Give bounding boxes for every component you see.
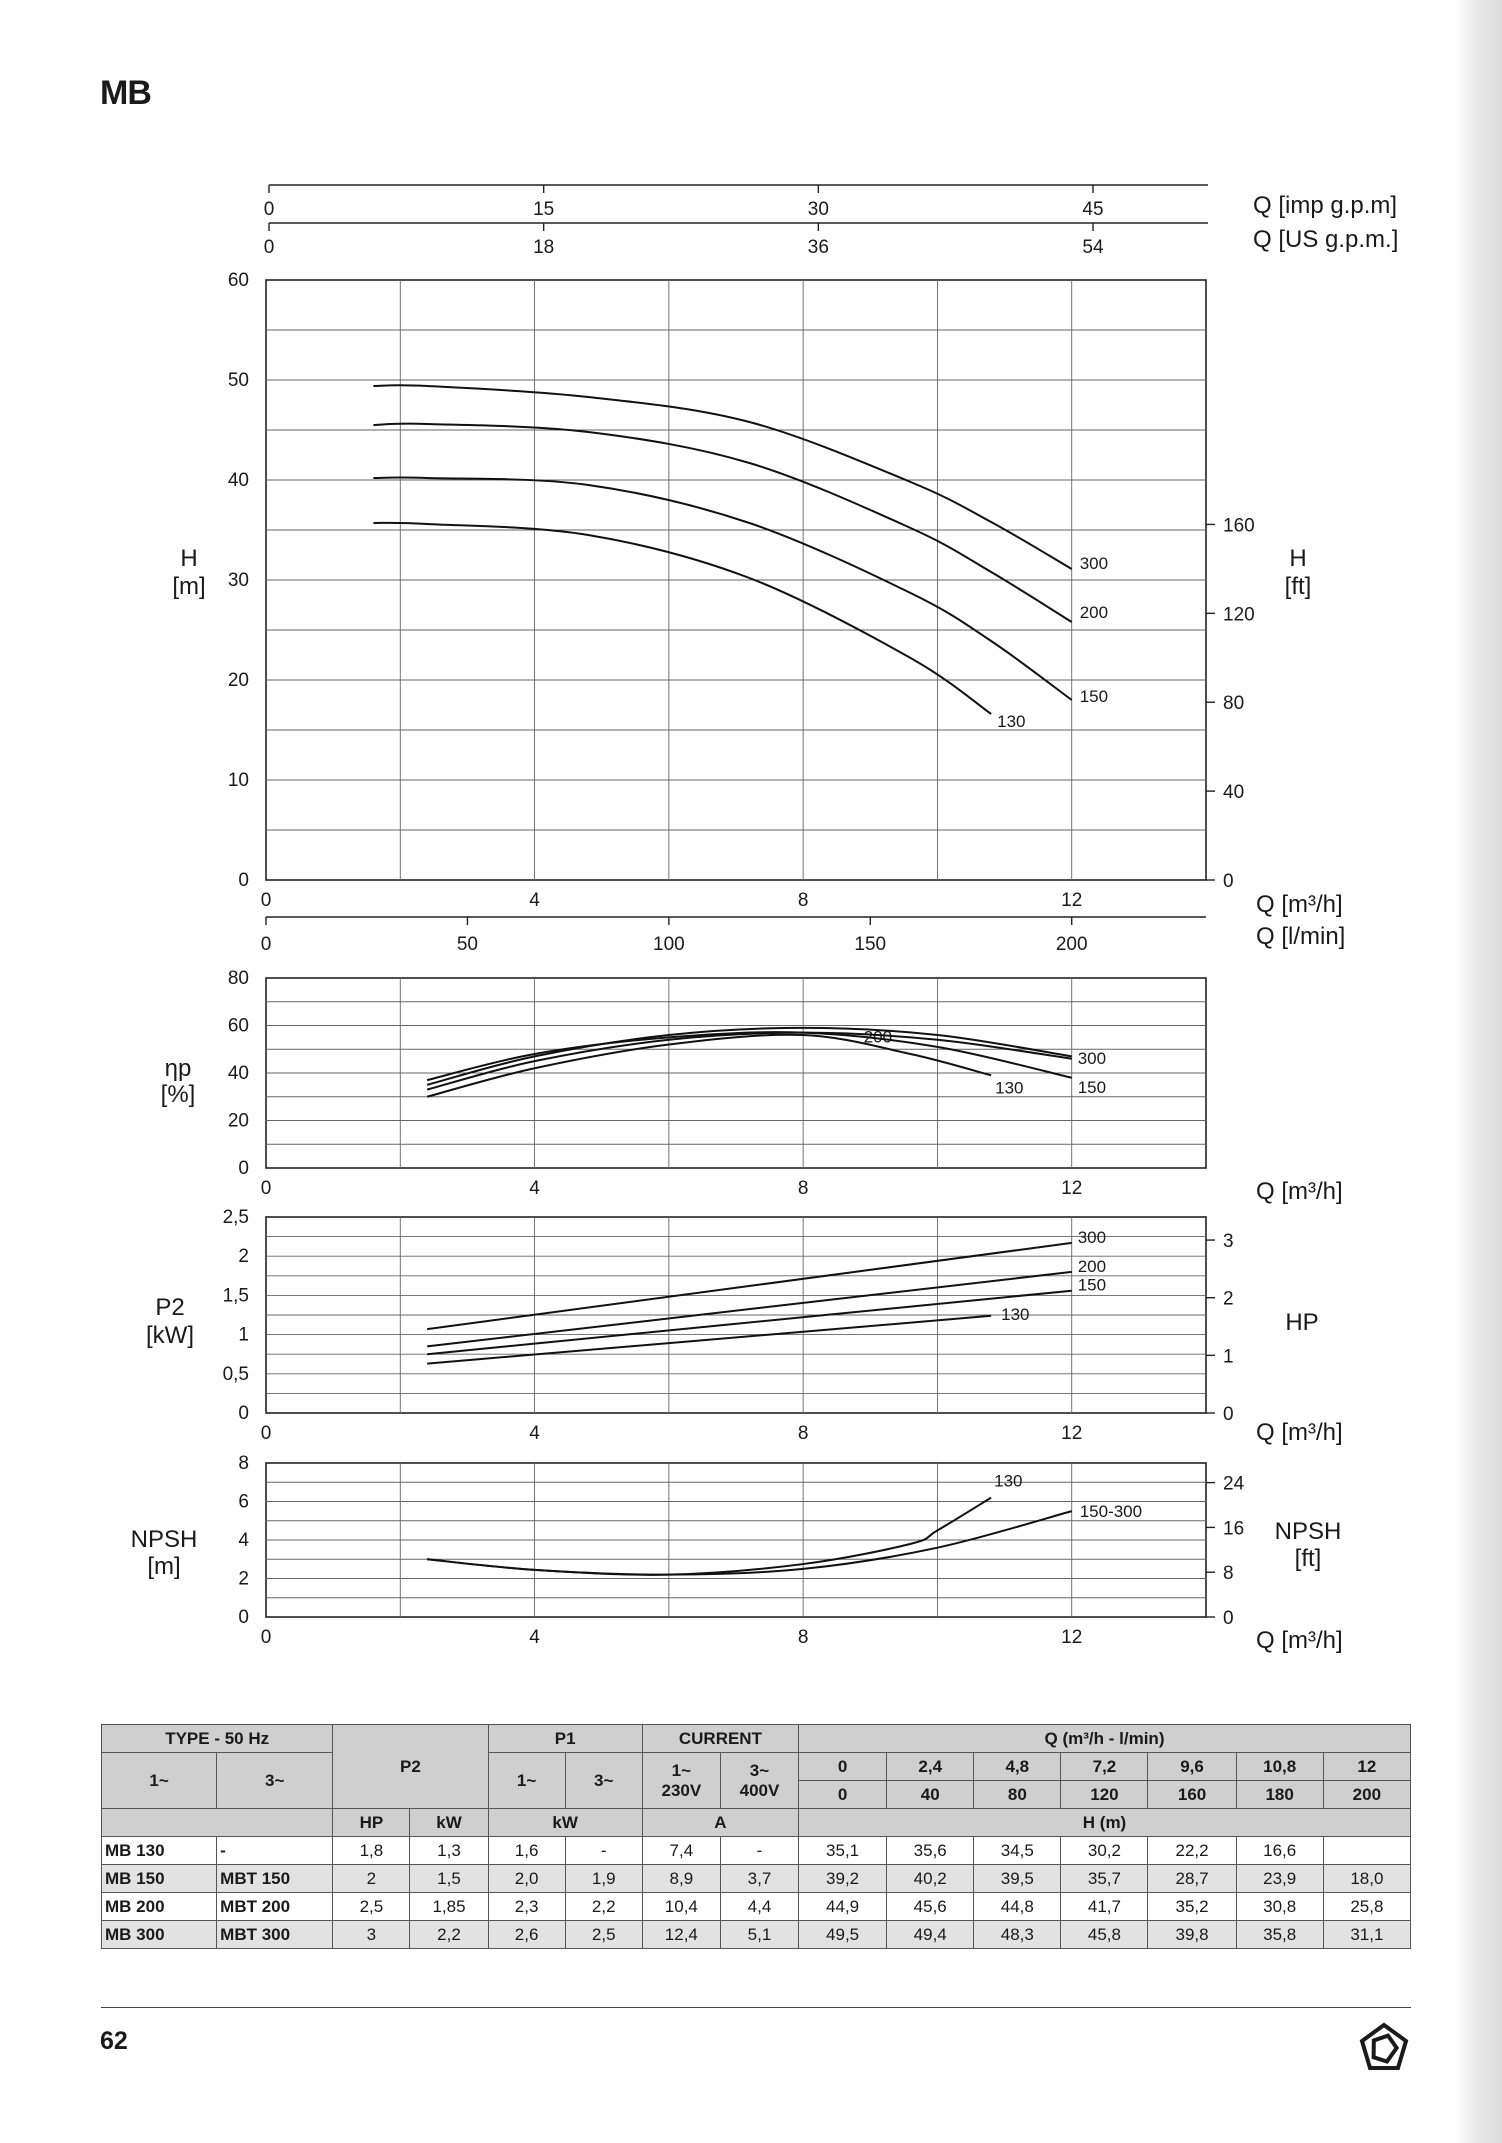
y-axis-label: NPSH — [130, 1526, 198, 1553]
current-three-header — [720, 1753, 798, 1809]
y2-axis-label: H — [1289, 545, 1307, 572]
three-phase-header: 3~ — [217, 1753, 333, 1809]
y-tick-label: 40 — [227, 1063, 249, 1084]
model-3ph: - — [217, 1837, 333, 1865]
curve-300 — [427, 1033, 1072, 1090]
y-tick-label: 50 — [227, 370, 249, 391]
axis-unit-label: Q [imp g.p.m] — [1253, 192, 1398, 219]
y2-tick-label: 120 — [1223, 604, 1255, 626]
single-phase-header: 1~ — [102, 1753, 217, 1809]
y-axis-label: [%] — [160, 1081, 196, 1108]
x-tick-label: 4 — [529, 1423, 540, 1444]
y-tick-label: 40 — [227, 470, 249, 491]
current-1ph: 8,9 — [642, 1865, 720, 1893]
head-value: 39,2 — [799, 1865, 887, 1893]
y-tick-label: 8 — [238, 1453, 249, 1474]
curve-label: 130 — [994, 1471, 1023, 1491]
q-lmin-cell: 180 — [1236, 1781, 1323, 1809]
footer-divider — [101, 2007, 1411, 2008]
y-tick-label: 0 — [238, 870, 249, 891]
curve-label: 300 — [1077, 1048, 1107, 1068]
table-body — [102, 1837, 1411, 1949]
x-tick-label: 4 — [529, 1627, 540, 1648]
y-axis-label: H — [180, 545, 198, 572]
kw-unit: kW — [410, 1809, 488, 1837]
y2-tick-label: 0 — [1223, 1608, 1234, 1629]
axis-tick-label: 50 — [456, 934, 478, 955]
q-lmin-cell: 160 — [1148, 1781, 1236, 1809]
curve-130 — [373, 523, 991, 714]
p1-kw-unit: kW — [488, 1809, 642, 1837]
current-single-header — [642, 1753, 720, 1809]
y-axis-label: ηp — [164, 1055, 192, 1082]
hp-unit: HP — [333, 1809, 410, 1837]
q-m3h-cell: 9,6 — [1148, 1753, 1236, 1781]
p1-three-header: 3~ — [565, 1753, 642, 1809]
p1-3ph: - — [565, 1837, 642, 1865]
current-1ph: 10,4 — [642, 1893, 720, 1921]
axis-tick-label: 15 — [533, 199, 555, 220]
p1-single-header: 1~ — [488, 1753, 565, 1809]
pentagon-logo-icon — [1358, 2022, 1410, 2074]
table-header-row — [102, 1725, 1411, 1753]
p2-kw: 2,2 — [410, 1921, 488, 1949]
y-tick-label: 60 — [227, 1015, 249, 1037]
model-3ph: MBT 200 — [217, 1893, 333, 1921]
current-3ph: 3,7 — [720, 1865, 798, 1893]
table-row — [102, 1893, 1411, 1921]
x-tick-label: 12 — [1061, 890, 1083, 911]
y-axis-label: [kW] — [146, 1322, 194, 1349]
y2-axis-label: [ft] — [1294, 1545, 1322, 1572]
q-m3h-cell: 0 — [799, 1753, 887, 1781]
head-value: 30,8 — [1236, 1893, 1323, 1921]
axis-tick-label: 150 — [854, 934, 887, 955]
p1-3ph: 2,2 — [565, 1893, 642, 1921]
q-header: Q (m³/h - l/min) — [799, 1725, 1411, 1753]
head-value: 30,2 — [1061, 1837, 1148, 1865]
y-tick-label: 1,5 — [222, 1285, 249, 1307]
head-value: 45,6 — [887, 1893, 974, 1921]
x-tick-label: 4 — [529, 890, 540, 911]
p2-kw: 1,3 — [410, 1837, 488, 1865]
q-lmin-cell: 120 — [1061, 1781, 1148, 1809]
y-axis-label: [m] — [147, 1553, 181, 1580]
axis-unit-label: Q [l/min] — [1256, 923, 1346, 950]
axis-unit-label: Q [m³/h] — [1256, 1419, 1343, 1446]
curve-300 — [373, 385, 1071, 569]
head-value: 16,6 — [1236, 1837, 1323, 1865]
y-tick-label: 6 — [238, 1491, 249, 1513]
y2-tick-label: 1 — [1223, 1346, 1234, 1368]
q-lmin-cell: 40 — [887, 1781, 974, 1809]
head-value: 23,9 — [1236, 1865, 1323, 1893]
axis-tick-label: 200 — [1055, 934, 1088, 955]
curve-label: 300 — [1077, 1227, 1107, 1247]
y-tick-label: 0 — [238, 1403, 249, 1424]
model-1ph: MB 150 — [102, 1865, 217, 1893]
p2-header: P2 — [333, 1725, 488, 1809]
x-tick-label: 8 — [797, 1178, 809, 1199]
unit-blank — [102, 1809, 333, 1837]
current-phase: 1~ — [671, 1760, 692, 1780]
head-value: 18,0 — [1323, 1865, 1410, 1893]
curve-label: 150-300 — [1079, 1502, 1143, 1522]
q-m3h-cell: 12 — [1323, 1753, 1410, 1781]
curve-label: 150 — [1077, 1077, 1107, 1097]
y2-tick-label: 16 — [1223, 1518, 1245, 1540]
y2-tick-label: 3 — [1223, 1231, 1234, 1253]
y2-tick-label: 80 — [1223, 693, 1245, 715]
q-m3h-cell: 2,4 — [887, 1753, 974, 1781]
p1-3ph: 1,9 — [565, 1865, 642, 1893]
y-tick-label: 0,5 — [222, 1363, 249, 1385]
axis-tick-label: 18 — [533, 237, 555, 258]
curve-label: 150 — [1077, 1275, 1107, 1295]
p1-1ph: 2,6 — [488, 1921, 565, 1949]
curve-label: 130 — [995, 1078, 1024, 1098]
curve-label: 200 — [863, 1027, 893, 1047]
head-value: 40,2 — [887, 1865, 974, 1893]
x-tick-label: 0 — [260, 1423, 272, 1444]
axis-unit-label: Q [m³/h] — [1256, 891, 1343, 918]
curve-150 — [427, 1291, 1072, 1355]
axis-tick-label: 45 — [1082, 199, 1104, 220]
p1-3ph: 2,5 — [565, 1921, 642, 1949]
head-value — [1323, 1837, 1410, 1865]
curve-150 — [373, 477, 1071, 700]
head-value: 22,2 — [1148, 1837, 1236, 1865]
p2-hp: 1,8 — [333, 1837, 410, 1865]
axis-tick-label: 36 — [807, 237, 829, 258]
current-3ph: 5,1 — [720, 1921, 798, 1949]
curve-label: 130 — [997, 712, 1026, 731]
p1-1ph: 2,0 — [488, 1865, 565, 1893]
p2-hp: 2,5 — [333, 1893, 410, 1921]
x-tick-label: 12 — [1061, 1178, 1083, 1199]
current-3ph: - — [720, 1837, 798, 1865]
head-value: 35,8 — [1236, 1921, 1323, 1949]
x-tick-label: 8 — [797, 1423, 809, 1444]
curve-label: 200 — [1079, 603, 1109, 622]
axis-tick-label: 30 — [807, 199, 829, 220]
y-tick-label: 1 — [238, 1324, 249, 1346]
p1-1ph: 1,6 — [488, 1837, 565, 1865]
current-1ph: 7,4 — [642, 1837, 720, 1865]
x-tick-label: 8 — [797, 890, 809, 911]
y2-axis-label: [ft] — [1284, 573, 1312, 600]
axis-unit-label: Q [m³/h] — [1256, 1178, 1343, 1205]
p2-hp: 3 — [333, 1921, 410, 1949]
axis-unit-label: Q [m³/h] — [1256, 1627, 1343, 1654]
y-tick-label: 20 — [227, 670, 249, 691]
head-value: 31,1 — [1323, 1921, 1410, 1949]
x-tick-label: 8 — [797, 1627, 809, 1648]
x-tick-label: 0 — [260, 1178, 272, 1199]
curve-200 — [427, 1272, 1072, 1346]
x-tick-label: 4 — [529, 1178, 540, 1199]
current-3ph: 4,4 — [720, 1893, 798, 1921]
p1-1ph: 2,3 — [488, 1893, 565, 1921]
y2-axis-label: NPSH — [1274, 1518, 1342, 1545]
current-voltage: 400V — [739, 1780, 780, 1800]
q-lmin-cell: 0 — [799, 1781, 887, 1809]
y-tick-label: 2 — [238, 1568, 249, 1590]
p1-header: P1 — [488, 1725, 642, 1753]
curve-200 — [373, 424, 1071, 622]
head-value: 41,7 — [1061, 1893, 1148, 1921]
y-tick-label: 20 — [227, 1110, 249, 1132]
y-tick-label: 10 — [227, 770, 249, 791]
y-axis-label: P2 — [155, 1294, 185, 1321]
x-tick-label: 0 — [260, 1627, 272, 1648]
head-value: 35,2 — [1148, 1893, 1236, 1921]
model-3ph: MBT 300 — [217, 1921, 333, 1949]
model-1ph: MB 130 — [102, 1837, 217, 1865]
y-tick-label: 2,5 — [222, 1207, 249, 1228]
page-title: MB — [100, 74, 151, 112]
amps-unit: A — [642, 1809, 798, 1837]
head-value: 45,8 — [1061, 1921, 1148, 1949]
q-m3h-cell: 7,2 — [1061, 1753, 1148, 1781]
model-3ph: MBT 150 — [217, 1865, 333, 1893]
head-value: 49,5 — [799, 1921, 887, 1949]
y-tick-label: 60 — [227, 270, 249, 291]
head-value: 35,7 — [1061, 1865, 1148, 1893]
p2-hp: 2 — [333, 1865, 410, 1893]
model-1ph: MB 300 — [102, 1921, 217, 1949]
q-m3h-cell: 10,8 — [1236, 1753, 1323, 1781]
y-tick-label: 80 — [227, 968, 249, 989]
axis-tick-label: 0 — [263, 199, 275, 220]
curve-label: 200 — [1077, 1256, 1107, 1276]
y-tick-label: 2 — [238, 1246, 249, 1268]
table-row — [102, 1837, 1411, 1865]
head-value: 25,8 — [1323, 1893, 1410, 1921]
curve-label: 300 — [1079, 554, 1109, 573]
head-value: 48,3 — [974, 1921, 1061, 1949]
model-1ph: MB 200 — [102, 1893, 217, 1921]
y-tick-label: 4 — [238, 1530, 249, 1551]
y2-tick-label: 40 — [1223, 782, 1245, 804]
curve-130 — [427, 1316, 991, 1364]
y2-tick-label: 160 — [1223, 515, 1255, 537]
y-axis-label: [m] — [172, 573, 206, 600]
head-value: 39,8 — [1148, 1921, 1236, 1949]
head-value: 35,6 — [887, 1837, 974, 1865]
head-value: 34,5 — [974, 1837, 1061, 1865]
head-value: 35,1 — [799, 1837, 887, 1865]
p2-kw: 1,5 — [410, 1865, 488, 1893]
head-value: 39,5 — [974, 1865, 1061, 1893]
x-tick-label: 12 — [1061, 1423, 1083, 1444]
page-number: 62 — [100, 2027, 128, 2055]
y2-tick-label: 8 — [1223, 1563, 1234, 1585]
y2-tick-label: 24 — [1223, 1473, 1245, 1495]
head-value: 44,8 — [974, 1893, 1061, 1921]
axis-tick-label: 0 — [263, 237, 275, 258]
x-tick-label: 12 — [1061, 1627, 1083, 1648]
table-row — [102, 1921, 1411, 1949]
q-lmin-cell: 200 — [1323, 1781, 1410, 1809]
type-header: TYPE - 50 Hz — [102, 1725, 333, 1753]
y-tick-label: 0 — [238, 1607, 249, 1628]
table-header-row — [102, 1753, 1411, 1781]
curve-label: 130 — [1001, 1304, 1030, 1324]
y2-tick-label: 0 — [1223, 1404, 1234, 1425]
curve-label: 150 — [1079, 687, 1109, 706]
current-header: CURRENT — [642, 1725, 798, 1753]
y-tick-label: 30 — [227, 570, 249, 591]
head-value: 44,9 — [799, 1893, 887, 1921]
table-unit-row — [102, 1809, 1411, 1837]
current-phase: 3~ — [749, 1760, 770, 1780]
p2-kw: 1,85 — [410, 1893, 488, 1921]
axis-tick-label: 54 — [1082, 237, 1104, 258]
y2-tick-label: 2 — [1223, 1288, 1234, 1310]
head-value: 28,7 — [1148, 1865, 1236, 1893]
head-value: 49,4 — [887, 1921, 974, 1949]
current-voltage: 230V — [661, 1780, 702, 1800]
y2-axis-label: HP — [1285, 1309, 1319, 1336]
x-tick-label: 0 — [260, 890, 272, 911]
y-tick-label: 0 — [238, 1158, 249, 1179]
axis-unit-label: Q [US g.p.m.] — [1253, 226, 1399, 253]
current-1ph: 12,4 — [642, 1921, 720, 1949]
y2-tick-label: 0 — [1223, 871, 1234, 892]
axis-tick-label: 0 — [260, 934, 272, 955]
q-lmin-cell: 80 — [974, 1781, 1061, 1809]
performance-table — [101, 1724, 1411, 1949]
q-m3h-cell: 4,8 — [974, 1753, 1061, 1781]
head-unit: H (m) — [799, 1809, 1411, 1837]
table-row — [102, 1865, 1411, 1893]
axis-tick-label: 100 — [653, 934, 685, 955]
curve-130 — [427, 1498, 991, 1575]
